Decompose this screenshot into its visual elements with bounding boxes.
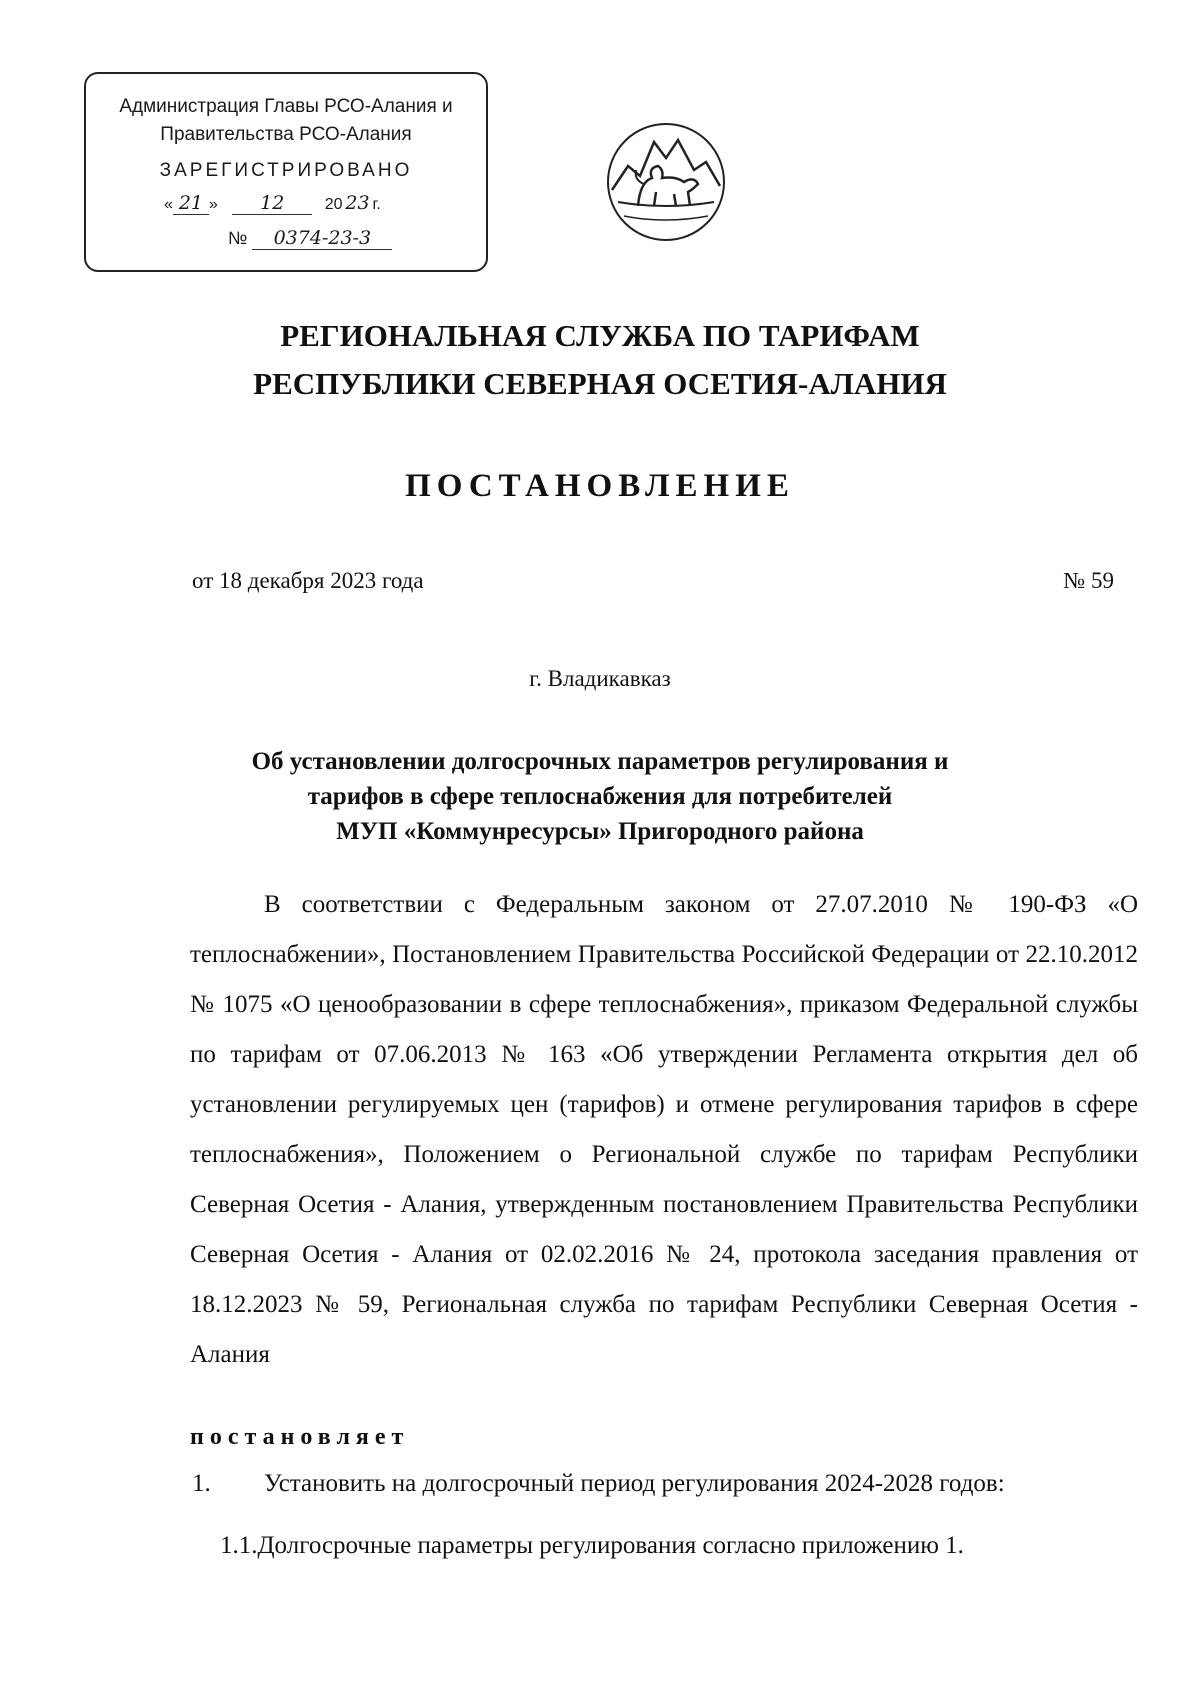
item-1-text: Установить на долгосрочный период регулирования 2024-2028 годов:: [264, 1470, 1005, 1497]
document-number: № 59: [1063, 568, 1114, 593]
subject-line-3: МУП «Коммунресурсы» Пригородного района: [336, 818, 864, 845]
item-1-1: 1.1.Долгосрочные параметры регулирования согласно приложению 1.: [220, 1532, 964, 1559]
document-city: г. Владикавказ: [529, 666, 671, 691]
decree-word: постановляет: [190, 1424, 410, 1450]
stamp-line-2: Правительства РСО-Алания: [160, 124, 412, 145]
stamp-reg-number: 0374-23-3: [252, 227, 392, 250]
stamp-day: 21: [173, 192, 209, 215]
stamp-number-label: №: [228, 228, 248, 248]
stamp-year-prefix: 20: [324, 196, 343, 213]
org-name-line-1: РЕГИОНАЛЬНАЯ СЛУЖБА ПО ТАРИФАМ: [280, 318, 920, 353]
subject-line-2: тарифов в сфере теплоснабжения для потребителей: [307, 783, 893, 810]
document-subject: [0, 744, 1200, 849]
org-name-line-2: РЕСПУБЛИКИ СЕВЕРНАЯ ОСЕТИЯ-АЛАНИЯ: [253, 366, 947, 401]
registration-stamp: [84, 72, 488, 272]
stamp-year-mark: г.: [372, 196, 381, 213]
stamp-month: 12: [232, 192, 312, 215]
stamp-year-suffix: 23: [345, 192, 370, 214]
subject-line-1: Об установлении долгосрочных параметров регулирования и: [251, 748, 949, 775]
stamp-line-1: Администрация Главы РСО-Алания и: [119, 96, 453, 117]
document-type: ПОСТАНОВЛЕНИЕ: [405, 468, 795, 504]
coat-of-arms-emblem: [604, 120, 728, 244]
item-1: [192, 1470, 1005, 1498]
stamp-date: « 21 » 12 20 23 г.: [164, 192, 381, 214]
preamble-paragraph: В соответствии с Федеральным законом от 27.07.2010 № 190-ФЗ «О теплоснабжении», Постановлением Правительства Российской Федерации от 22.10.2012 № 1075 «О ценообразовании в сфере теплоснабжения», приказом Федеральной службы по тарифам от 07.06.2013 № 163 «Об утверждении Регламента открытия дел об установлении регулируемых цен (тарифов) и отмене регулирования тарифов в сфере теплоснабжения», Положением о Региональной службе по тарифам Республики Северная Осетия - Алания, утвержденным постановлением Правительства Республики Северная Осетия - Алания от 02.02.2016 № 24, протокола заседания правления от 18.12.2023 № 59, Региональная служба по тарифам Республики Северная Осетия - Алания: [190, 891, 1138, 1368]
item-1-number: 1.: [192, 1470, 211, 1497]
stamp-number-row: [228, 227, 392, 250]
stamp-status: ЗАРЕГИСТРИРОВАНО: [159, 160, 413, 181]
document-date: от 18 декабря 2023 года: [192, 568, 424, 593]
